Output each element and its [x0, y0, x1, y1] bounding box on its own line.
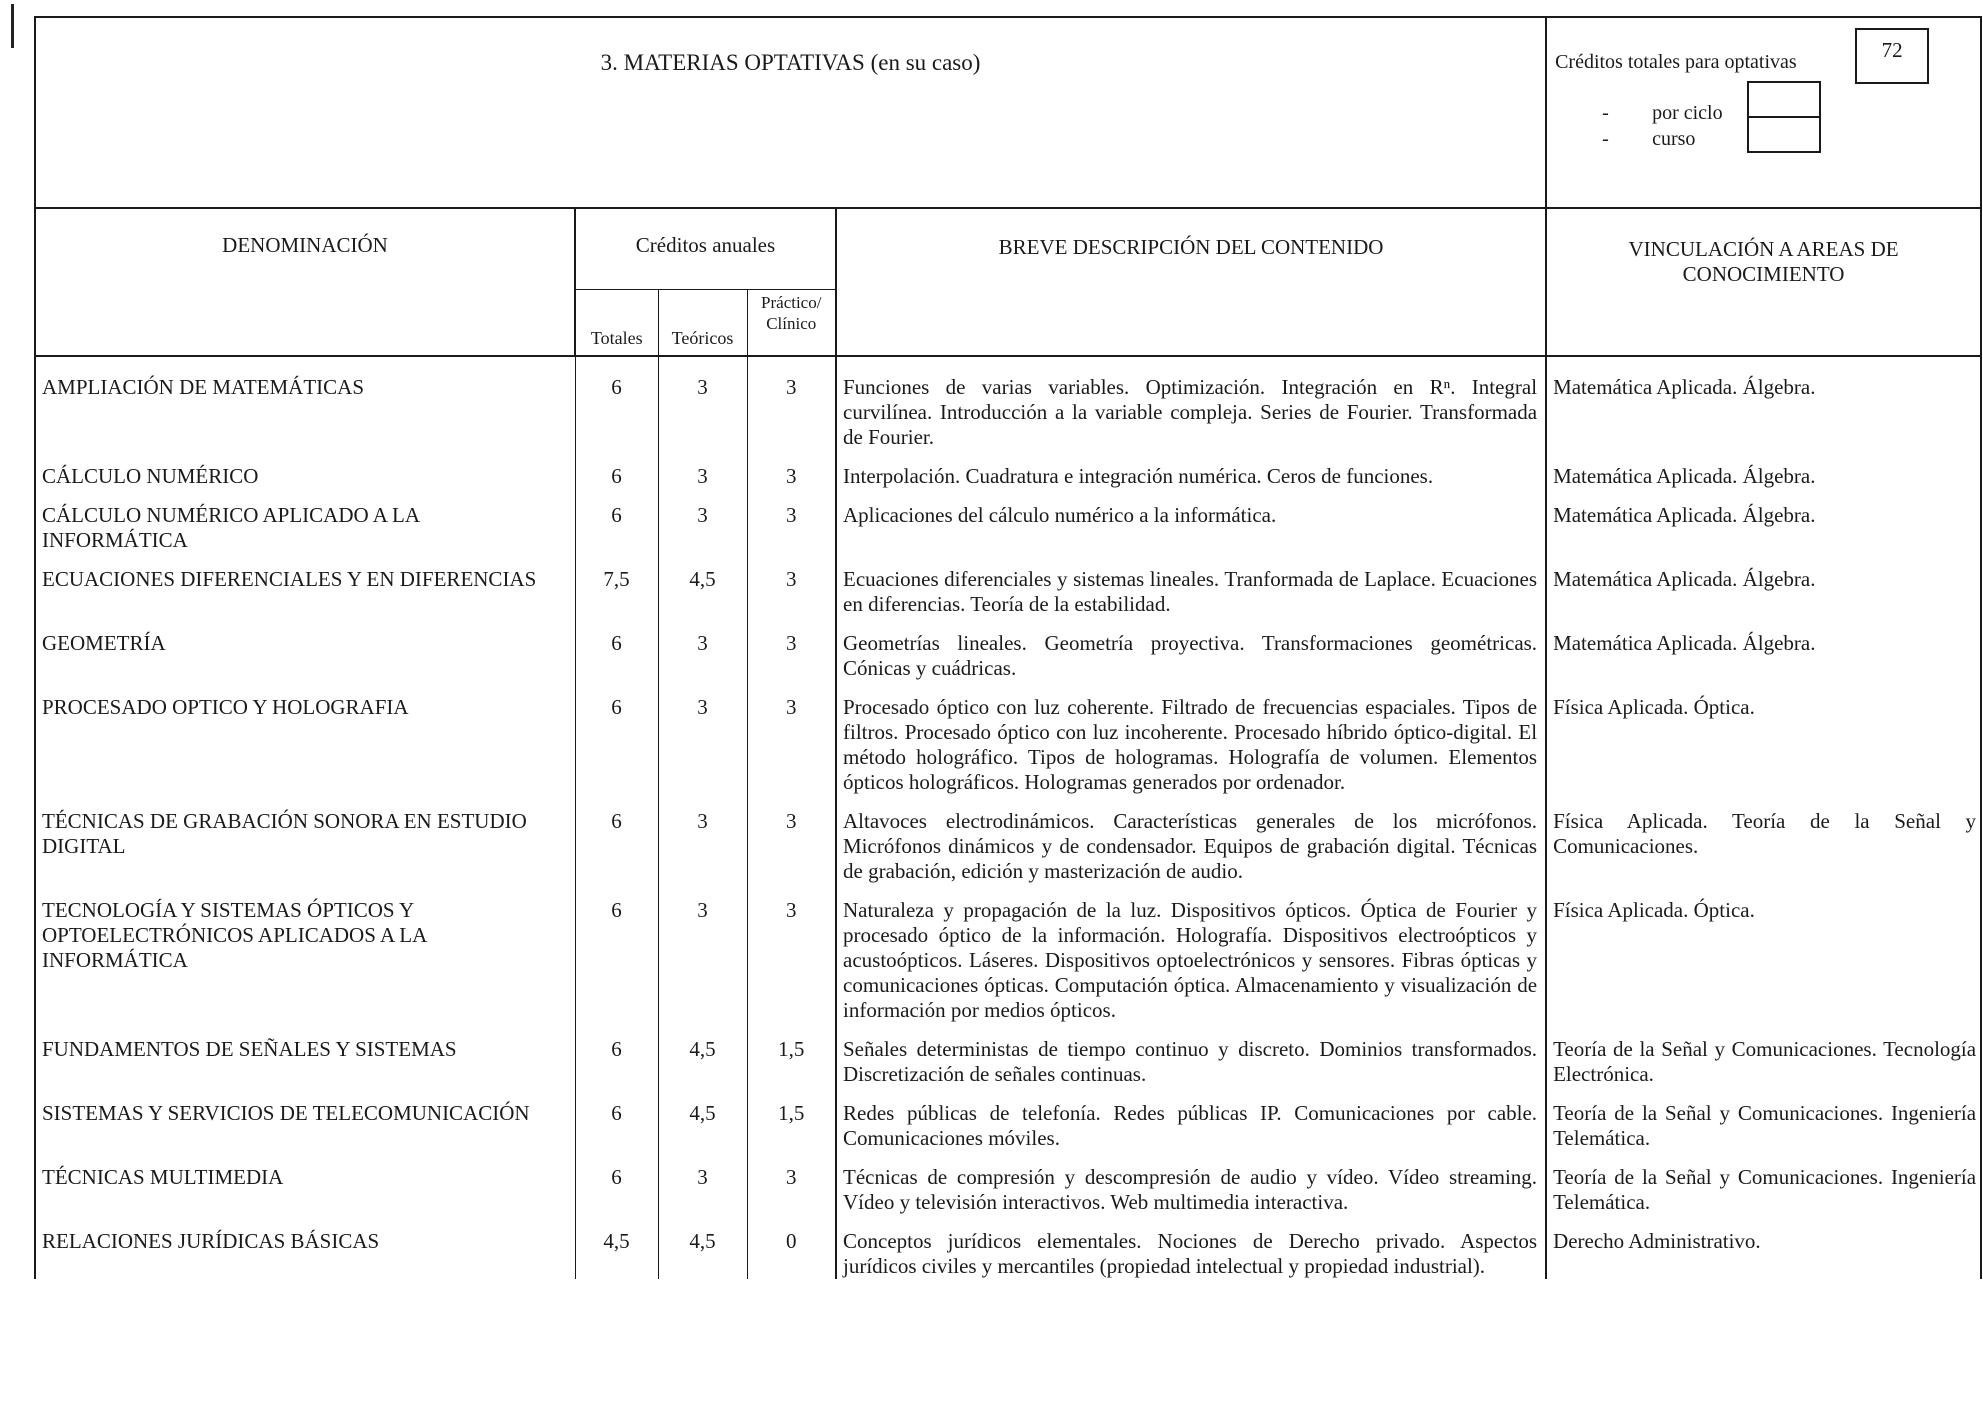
knowledge-area: Matemática Aplicada. Álgebra.: [1546, 450, 1981, 489]
credits-teoricos: 3: [658, 356, 747, 450]
credits-totales: 6: [575, 450, 658, 489]
subject-description: Procesado óptico con luz coherente. Filtrado de frecuencias espaciales. Tipos de filtros. Procesado óptico con luz incoherente. Procesado híbrido óptico-digital. El método holográfico. Tipos de hologramas. Holografía de volumen. Elementos ópticos holográficos. Hologramas generados por ordenador.: [836, 681, 1546, 795]
credits-teoricos: 3: [658, 489, 747, 553]
knowledge-area: Física Aplicada. Teoría de la Señal y Comunicaciones.: [1546, 795, 1981, 884]
knowledge-area: Teoría de la Señal y Comunicaciones. Ingeniería Telemática.: [1546, 1151, 1981, 1215]
subject-name: FUNDAMENTOS DE SEÑALES Y SISTEMAS: [35, 1023, 575, 1087]
subject-description: Naturaleza y propagación de la luz. Dispositivos ópticos. Óptica de Fourier y procesado óptico de la información. Holografía. Dispositivos electroópticos y acustoópticos. Láseres. Dispositivos optoelectrónicos y sensores. Fibras ópticas y comunicaciones ópticas. Computación óptica. Almacenamiento y visualización de información por medios ópticos.: [836, 884, 1546, 1023]
credits-totales: 6: [575, 489, 658, 553]
subject-name: CÁLCULO NUMÉRICO APLICADO A LA INFORMÁTICA: [35, 489, 575, 553]
subject-name: TÉCNICAS DE GRABACIÓN SONORA EN ESTUDIO DIGITAL: [35, 795, 575, 884]
subject-description: Aplicaciones del cálculo numérico a la informática.: [836, 489, 1546, 553]
subject-description: Técnicas de compresión y descompresión de audio y vídeo. Vídeo streaming. Vídeo y televisión interactivos. Web multimedia interactiva.: [836, 1151, 1546, 1215]
credits-totales: 6: [575, 1023, 658, 1087]
section-title: [35, 17, 1546, 208]
credits-box: [1546, 17, 1981, 208]
credits-teoricos: 3: [658, 617, 747, 681]
credits-teoricos: 3: [658, 1151, 747, 1215]
knowledge-area: Matemática Aplicada. Álgebra.: [1546, 356, 1981, 450]
subject-description: Redes públicas de telefonía. Redes públicas IP. Comunicaciones por cable. Comunicaciones móviles.: [836, 1087, 1546, 1151]
credits-teoricos: 4,5: [658, 1087, 747, 1151]
dash-2: -: [1602, 128, 1609, 150]
col-creditos: Créditos anuales: [575, 208, 836, 290]
knowledge-area: Matemática Aplicada. Álgebra.: [1546, 617, 1981, 681]
col-denominacion: DENOMINACIÓN: [35, 208, 575, 356]
table-row: [35, 884, 1981, 1023]
table-row: [35, 1087, 1981, 1151]
col-descripcion: BREVE DESCRIPCIÓN DEL CONTENIDO: [836, 208, 1546, 356]
subject-description: Geometrías lineales. Geometría proyectiva. Transformaciones geométricas. Cónicas y cuádricas.: [836, 617, 1546, 681]
subject-name: TECNOLOGÍA Y SISTEMAS ÓPTICOS Y OPTOELECTRÓNICOS APLICADOS A LA INFORMÁTICA: [35, 884, 575, 1023]
credits-practico: 3: [747, 450, 836, 489]
knowledge-area: Matemática Aplicada. Álgebra.: [1546, 489, 1981, 553]
column-header-row: [35, 208, 1981, 290]
col-teoricos: Teóricos: [658, 290, 747, 357]
subject-description: Interpolación. Cuadratura e integración numérica. Ceros de funciones.: [836, 450, 1546, 489]
knowledge-area: Física Aplicada. Óptica.: [1546, 884, 1981, 1023]
credits-practico: 3: [747, 553, 836, 617]
table-row: [35, 1023, 1981, 1087]
subject-name: SISTEMAS Y SERVICIOS DE TELECOMUNICACIÓN: [35, 1087, 575, 1151]
credits-totales: 7,5: [575, 553, 658, 617]
credits-teoricos: 3: [658, 795, 747, 884]
credits-label: Créditos totales para optativas: [1555, 51, 1797, 73]
credits-teoricos: 3: [658, 681, 747, 795]
subject-description: Altavoces electrodinámicos. Características generales de los micrófonos. Micrófonos dinámicos y de condensador. Equipos de grabación digital. Técnicas de grabación, edición y masterización de audio.: [836, 795, 1546, 884]
subject-description: Señales deterministas de tiempo continuo y discreto. Dominios transformados. Discretización de señales continuas.: [836, 1023, 1546, 1087]
credits-totales: 6: [575, 884, 658, 1023]
credits-teoricos: 4,5: [658, 553, 747, 617]
credits-totales: 6: [575, 1087, 658, 1151]
table-row: [35, 1151, 1981, 1215]
credits-totales: 4,5: [575, 1215, 658, 1279]
subject-name: AMPLIACIÓN DE MATEMÁTICAS: [35, 356, 575, 450]
credits-practico: 3: [747, 795, 836, 884]
credits-teoricos: 4,5: [658, 1023, 747, 1087]
credits-value: 72: [1855, 28, 1929, 84]
credits-practico: 3: [747, 884, 836, 1023]
section-title-text: 3. MATERIAS OPTATIVAS (en su caso): [600, 50, 981, 75]
table-row: [35, 681, 1981, 795]
subject-name: CÁLCULO NUMÉRICO: [35, 450, 575, 489]
credits-practico: 3: [747, 617, 836, 681]
credits-teoricos: 4,5: [658, 1215, 747, 1279]
subject-name: ECUACIONES DIFERENCIALES Y EN DIFERENCIAS: [35, 553, 575, 617]
dash-1: -: [1602, 102, 1609, 124]
per-cycle-box: [1747, 81, 1821, 118]
col-practico: Práctico/ Clínico: [747, 290, 836, 357]
credits-practico: 0: [747, 1215, 836, 1279]
credits-teoricos: 3: [658, 884, 747, 1023]
table-row: [35, 356, 1981, 450]
credits-totales: 6: [575, 795, 658, 884]
knowledge-area: Teoría de la Señal y Comunicaciones. Tecnología Electrónica.: [1546, 1023, 1981, 1087]
col-vinculacion: VINCULACIÓN A AREAS DE CONOCIMIENTO: [1546, 208, 1981, 356]
credits-totales: 6: [575, 617, 658, 681]
per-cycle-line: [1602, 101, 1723, 126]
course-box: [1747, 116, 1821, 153]
subject-description: Ecuaciones diferenciales y sistemas lineales. Tranformada de Laplace. Ecuaciones en diferencias. Teoría de la estabilidad.: [836, 553, 1546, 617]
credits-practico: 1,5: [747, 1023, 836, 1087]
col-totales: Totales: [575, 290, 658, 357]
knowledge-area: Derecho Administrativo.: [1546, 1215, 1981, 1279]
subject-name: GEOMETRÍA: [35, 617, 575, 681]
knowledge-area: Teoría de la Señal y Comunicaciones. Ingeniería Telemática.: [1546, 1087, 1981, 1151]
credits-totales: 6: [575, 1151, 658, 1215]
optional-subjects-table: [34, 16, 1982, 1279]
subject-description: Conceptos jurídicos elementales. Nociones de Derecho privado. Aspectos jurídicos civiles y mercantiles (propiedad intelectual y propiedad industrial).: [836, 1215, 1546, 1279]
table-row: [35, 489, 1981, 553]
credits-totales: 6: [575, 681, 658, 795]
table-row: [35, 450, 1981, 489]
credits-practico: 3: [747, 1151, 836, 1215]
knowledge-area: Matemática Aplicada. Álgebra.: [1546, 553, 1981, 617]
credits-teoricos: 3: [658, 450, 747, 489]
subject-name: PROCESADO OPTICO Y HOLOGRAFIA: [35, 681, 575, 795]
subject-name: RELACIONES JURÍDICAS BÁSICAS: [35, 1215, 575, 1279]
credits-practico: 1,5: [747, 1087, 836, 1151]
table-row: [35, 1215, 1981, 1279]
subject-rows: [35, 356, 1981, 1279]
table-row: [35, 617, 1981, 681]
table-row: [35, 795, 1981, 884]
subject-description: Funciones de varias variables. Optimización. Integración en Rⁿ. Integral curvilínea. Introducción a la variable compleja. Series de Fourier. Transformada de Fourier.: [836, 356, 1546, 450]
table-row: [35, 553, 1981, 617]
knowledge-area: Física Aplicada. Óptica.: [1546, 681, 1981, 795]
credits-practico: 3: [747, 356, 836, 450]
credits-totales: 6: [575, 356, 658, 450]
course-label: curso: [1652, 128, 1696, 150]
subject-name: TÉCNICAS MULTIMEDIA: [35, 1151, 575, 1215]
header-row: [35, 17, 1981, 208]
credits-practico: 3: [747, 489, 836, 553]
scan-mark: [11, 4, 14, 48]
credits-practico: 3: [747, 681, 836, 795]
course-line: [1602, 127, 1695, 152]
per-cycle-label: por ciclo: [1652, 102, 1723, 124]
